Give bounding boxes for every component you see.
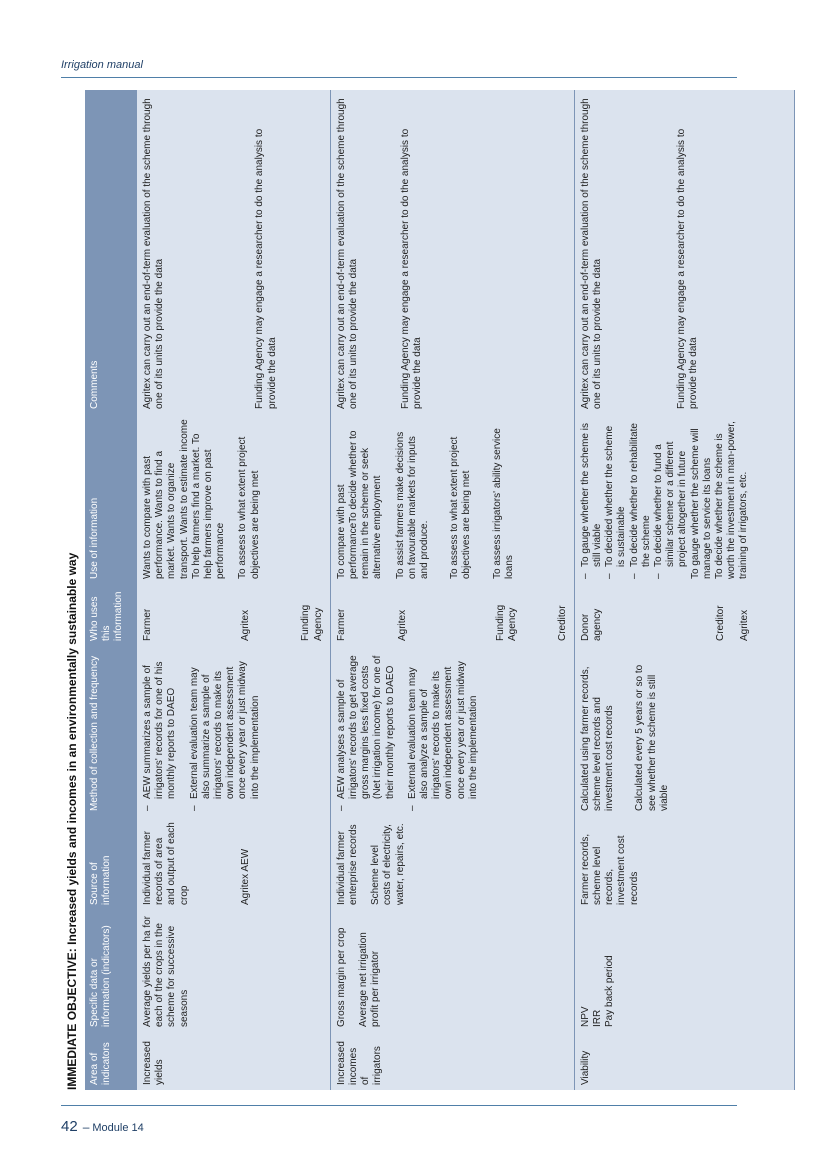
objective-title: IMMEDIATE OBJECTIVE: Increased yields and incomes in an environmentally sustainable way (65, 552, 79, 1090)
area-cell: Increased incomes of irrigators (330, 1032, 574, 1090)
source-cell: Farmer records, scheme level records, investment cost records (574, 816, 794, 910)
header-source: Source of information (85, 816, 137, 910)
source-cell: Individual farmer enterprise records Scheme level costs of electricity, water, repairs, etc. (330, 816, 574, 910)
use-cell: To compare with past performanceTo decide whether to remain in the scheme or seek alternative employment To assist farmers make decisions on favourable markets for inputs and produce. To assess to what extent project objectives are being met To assess irrigators' ability service loans (330, 414, 574, 584)
header-who: Who uses this information (85, 584, 137, 646)
footer-separator: – (82, 1120, 90, 1134)
running-head: Irrigation manual (61, 59, 143, 71)
table-row (330, 90, 574, 1090)
comments-cell: Agritex can carry out an end-of-term evaluation of the scheme through one of its units to provide the data Funding Agency may engage a researcher to do the analysis to provide the data (330, 90, 574, 414)
specific-cell: Gross margin per crop Average net irrigation profit per irrigator (330, 910, 574, 1032)
use-cell: – To gauge whether the scheme is still viable – To decided whether the scheme is sustainable – To decide whether to rehabilitate the scheme – To decide whether to fund a similar scheme or a different project altogether in future To gauge whether the scheme will manage to service its loans To decide whether the scheme is worth the investment in man-power, training of irrigators, etc. (574, 414, 794, 584)
header-rule (61, 77, 737, 78)
who-cell: Farmer Agritex Funding Agency (137, 584, 330, 646)
header-comments: Comments (85, 90, 137, 414)
header-method: Method of collection and frequency (85, 646, 137, 816)
footer-rule (61, 1105, 737, 1106)
page-number: 42 (61, 1118, 78, 1135)
use-cell: Wants to compare with past performance. Wants to find a market. Wants to organize transport. Wants to estimate income To help farmers find a market. To help farmers improve on past performance To assess to what extent project objectives are being met (137, 414, 330, 584)
table-row (137, 90, 330, 1090)
comments-cell: Agritex can carry out an end-of-term evaluation of the scheme through one of its units to provide the data Funding Agency may engage a researcher to do the analysis to provide the data (574, 90, 794, 414)
method-cell: Calculated using farmer records, scheme level records and investment cost records Calculated every 5 years or so to see whether the scheme is still viable (574, 646, 794, 816)
method-cell: – AEW summarizes a sample of irrigators' records for one of his monthly reports to DAEO – External evaluation team may also summarize a sample of irrigators' records to make its own independent assessment once every year or just midway into the implementation (137, 646, 330, 816)
who-cell: Farmer Agritex Funding Agency Creditor (330, 584, 574, 646)
who-cell: Donor agency Creditor Agritex (574, 584, 794, 646)
source-cell: Individual farmer records of area and output of each crop Agritex AEW (137, 816, 330, 910)
footer (61, 1118, 144, 1136)
table-row (574, 90, 794, 1090)
table-header-row (85, 90, 137, 1090)
module-label: Module 14 (92, 1122, 144, 1134)
header-use: Use of information (85, 414, 137, 584)
header-specific: Specific data or information (indicators) (85, 910, 137, 1032)
specific-cell: Average yields per ha for each of the crops in the scheme for successive seasons (137, 910, 330, 1032)
area-cell: Viability (574, 1032, 794, 1090)
header-area: Area of indicators (85, 1032, 137, 1090)
comments-cell: Agritex can carry out an end-of-term evaluation of the scheme through one of its units to provide the data Funding Agency may engage a researcher to do the analysis to provide the data (137, 90, 330, 414)
method-cell: – AEW analyses a sample of irrigators' records to get average gross margins less fixed costs (Net irrigation income) for one of their monthly reports to DAEO – External evaluation team may also analyze a sample of irrigators' records to make its own independent assessment once every year or just midway into the implementation (330, 646, 574, 816)
rotated-table-container (61, 90, 751, 1090)
indicator-table (85, 90, 795, 1090)
specific-cell: NPV IRR Pay back period (574, 910, 794, 1032)
area-cell: Increased yields (137, 1032, 330, 1090)
